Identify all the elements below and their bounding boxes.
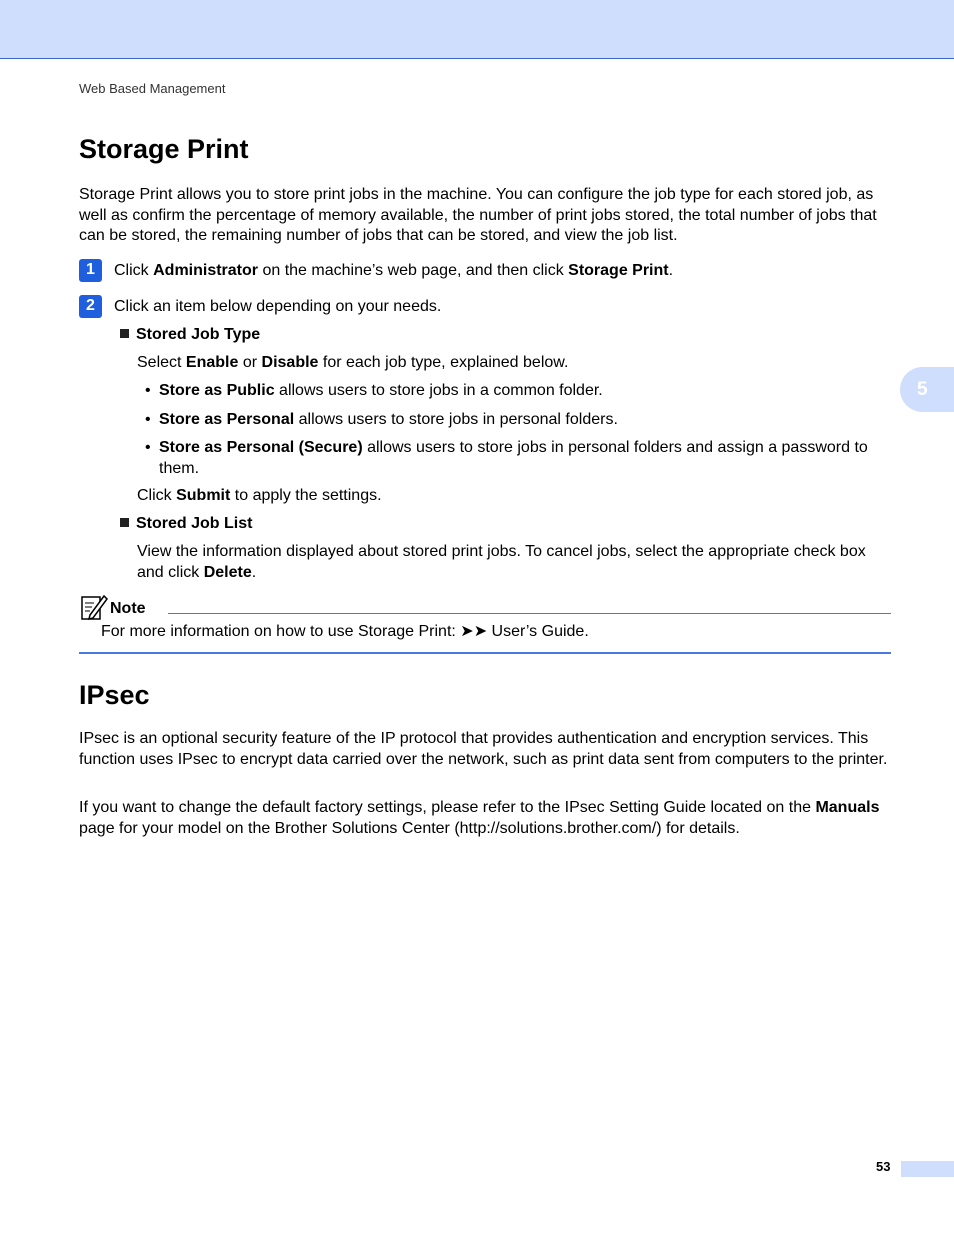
header-band: [0, 0, 954, 59]
section-title-ipsec: IPsec: [79, 680, 150, 710]
submit-instruction: Click Submit to apply the settings.: [137, 487, 382, 504]
note-text: For more information on how to use Storage Print: ➤➤ User’s Guide.: [101, 623, 589, 640]
square-bullet-icon: [120, 518, 129, 527]
stored-job-list-heading: Stored Job List: [120, 514, 252, 535]
note-label: Note: [110, 600, 146, 617]
chapter-tab: 5: [900, 367, 954, 412]
storage-print-intro: Storage Print allows you to store print jobs in the machine. You can configure the job type for each stored job, as well as confirm the percentage of memory available, the number of print jobs stored, the total number of jobs that can be stored, the remaining number of jobs that can be stored, and view the job list.: [79, 186, 877, 244]
step-1-text: Click Administrator on the machine’s web page, and then click Storage Print.: [114, 262, 674, 279]
section-title-storage-print: Storage Print: [79, 134, 249, 164]
ipsec-paragraph-1: IPsec is an optional security feature of the IP protocol that provides authentication and encryption services. This function uses IPsec to encrypt data carried over the network, such as print data sent from computers to the printer.: [79, 730, 888, 768]
ipsec-paragraph-2: If you want to change the default factory settings, please refer to the IPsec Setting Guide located on the Manuals page for your model on the Brother Solutions Center (http://solutions.brother.com/) for details.: [79, 799, 880, 837]
square-bullet-icon: [120, 329, 129, 338]
step-2-text: Click an item below depending on your needs.: [114, 298, 442, 315]
bullet-dot-icon: •: [145, 382, 151, 399]
bullet-dot-icon: •: [145, 439, 151, 456]
step-2-badge: 2: [79, 295, 102, 318]
stored-job-type-heading: Stored Job Type: [120, 325, 260, 346]
running-head: Web Based Management: [79, 81, 226, 96]
bullet-dot-icon: •: [145, 411, 151, 428]
step-1-badge: 1: [79, 259, 102, 282]
page-number: 53: [876, 1159, 891, 1174]
footer-band: [901, 1161, 954, 1177]
stored-job-type-instruction: Select Enable or Disable for each job type, explained below.: [137, 354, 569, 371]
note-pencil-icon: [80, 593, 108, 621]
note-divider: [168, 613, 891, 614]
note-bottom-rule: [79, 652, 891, 654]
stored-job-list-text: View the information displayed about stored print jobs. To cancel jobs, select the appropriate check box and click Delete.: [137, 543, 866, 581]
